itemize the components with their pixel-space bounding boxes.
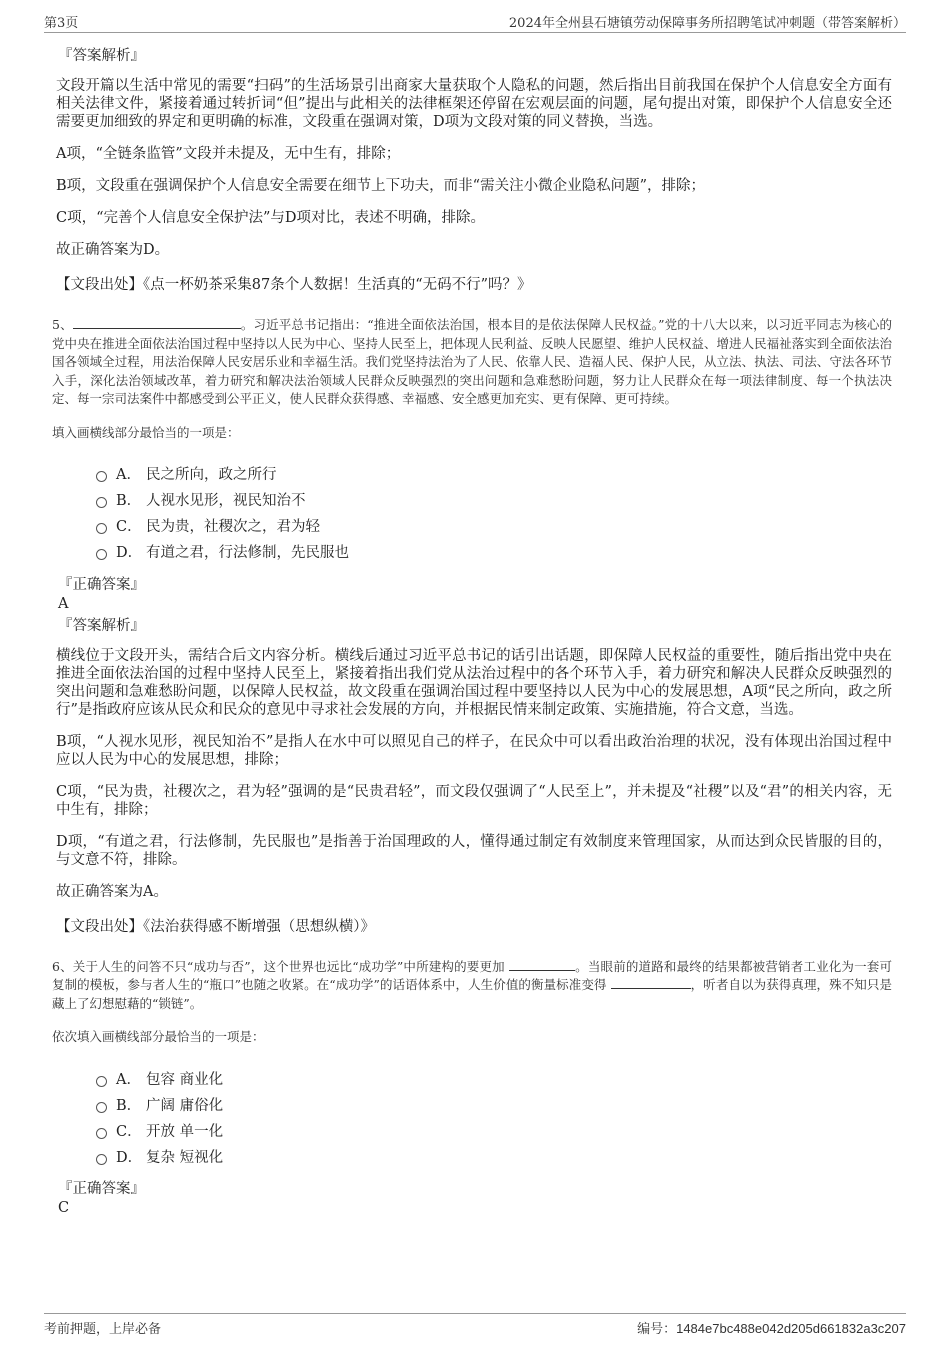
conclusion: 故正确答案为A。	[56, 883, 168, 900]
option-b[interactable]: B． 广阔 庸俗化	[96, 1091, 892, 1117]
question-5	[52, 316, 892, 409]
source-citation: 【文段出处】《点一杯奶茶采集87条个人数据！生活真的“无码不行”吗？》	[56, 277, 532, 293]
option-c-note: C项，“民为贵，社稷次之，君为轻”强调的是“民贵君轻”，而文段仅强调了“人民至上”，并未提及“社稷”以及“君”的相关内容，无中生有，排除；	[56, 783, 892, 818]
correct-answer-label: 『正确答案』	[58, 1181, 145, 1197]
radio-icon[interactable]	[96, 523, 107, 534]
option-a-note: A项，“全链条监管”文段并未提及，无中生有，排除；	[56, 146, 401, 162]
option-a[interactable]: A． 民之所向，政之所行	[96, 461, 892, 487]
correct-answer-label: 『正确答案』	[58, 576, 145, 593]
option-b-note: B项，“人视水见形，视民知治不”是指人在水中可以照见自己的样子，在民众中可以看出政治治理的状况，没有体现出治国过程中应以人民为中心的发展思想，排除；	[56, 733, 892, 768]
answer-blank	[73, 316, 241, 329]
page-header	[44, 10, 906, 33]
analysis-text: 文段开篇以生活中常见的需要“扫码”的生活场景引出商家大量获取个人隐私的问题，然后指出目前我国在保护个人信息安全方面有相关法律文件，紧接着通过转折词“但”提出与此相关的法律框架还停留在宏观层面的问题，尾句提出对策，即保护个人信息安全还需要更加细致的界定和更明确的标准，文段重在强调对策，D项为文段对策的同义替换，当选。	[56, 78, 892, 130]
question-6: 6、关于人生的问答不只“成功与否”，这个世界也远比“成功学”中所建构的要更加 。当眼前的道路和最终的结果都被营销者工业化为一套可复制的模板，参与者人生的“瓶口”也随之收紧。在“成功学”的话语体系中，人生价值的衡量标准变得 ，听者自以为获得真理，殊不知只是藏上了幻想慰藉的“锁链”。	[52, 958, 892, 1011]
analysis-label: 『答案解析』	[58, 48, 145, 64]
answer-blank	[509, 958, 575, 971]
document-content	[52, 44, 892, 1218]
option-list	[96, 1065, 892, 1169]
correct-answer: C	[58, 1200, 70, 1216]
option-a[interactable]: A． 包容 商业化	[96, 1065, 892, 1091]
option-c-note: C项，“完善个人信息安全保护法”与D项对比，表述不明确，排除。	[56, 210, 486, 226]
option-d[interactable]: D． 复杂 短视化	[96, 1143, 892, 1169]
page-footer	[44, 1313, 906, 1336]
option-c[interactable]: C． 开放 单一化	[96, 1117, 892, 1143]
radio-icon[interactable]	[96, 1154, 107, 1165]
radio-icon[interactable]	[96, 471, 107, 482]
analysis-text: 横线位于文段开头，需结合后文内容分析。横线后通过习近平总书记的话引出话题，即保障人民权益的重要性，随后指出党中央在推进全面依法治国的过程中坚持人民至上，紧接着指出我们党从法治过程中的各个环节入手，着力研究和解决人民群众反映强烈的突出问题和急难愁盼问题，以保障人民权益，故文段重在强调治国过程中要坚持以人民为中心的发展思想，A项“民之所向，政之所行”是指政府应该从民众和民众的意见中寻求社会发展的方向，并根据民情来制定政策、实施措施，符合文意，当选。	[56, 647, 892, 718]
source-citation: 【文段出处】《法治获得感不断增强（思想纵横）》	[56, 918, 375, 935]
question-prompt: 填入画横线部分最恰当的一项是：	[52, 424, 240, 440]
option-b[interactable]: B． 人视水见形，视民知治不	[96, 487, 892, 513]
footer-slogan: 考前押题，上岸必备	[44, 1322, 162, 1337]
radio-icon[interactable]	[96, 1128, 107, 1139]
page-number: 第3页	[44, 16, 79, 31]
option-b-note: B项，文段重在强调保护个人信息安全需要在细节上下功夫，而非“需关注小微企业隐私问题”，排除；	[56, 178, 705, 194]
radio-icon[interactable]	[96, 497, 107, 508]
radio-icon[interactable]	[96, 549, 107, 560]
document-id: 编号：1484e7bc488e042d205d661832a3c207	[637, 1321, 906, 1336]
document-title: 2024年全州县石塘镇劳动保障事务所招聘笔试冲刺题（带答案解析）	[508, 16, 906, 31]
analysis-label: 『答案解析』	[58, 617, 145, 634]
question-text: 。习近平总书记指出：“推进全面依法治国，根本目的是依法保障人民权益。”党的十八大以来，以习近平同志为核心的党中央在推进全面依法治国过程中坚持以人民为中心、坚持人民至上，把体现人民利益、反映人民愿望、维护人民权益、增进人民福祉落实到全面依法治国各领域全过程，用法治保障人民安居乐业和幸福生活。我们党坚持法治为了人民、依靠人民、造福人民、保护人民，从立法、执法、司法、守法各环节入手，深化法治领域改革，着力研究和解决法治领域人民群众反映强烈的突出问题和急难愁盼问题，努力让人民群众在每一项法律制度、每一个执法决定、每一宗司法案件中都感受到公平正义，使人民群众获得感、幸福感、安全感更加充实、更有保障、更可持续。	[52, 317, 892, 406]
question-number: 5、	[52, 317, 73, 332]
option-d-note: D项，“有道之君，行法修制，先民服也”是指善于治国理政的人，懂得通过制定有效制度来管理国家，从而达到众民皆服的目的，与文意不符，排除。	[56, 833, 892, 868]
question-prompt: 依次填入画横线部分最恰当的一项是：	[52, 1029, 265, 1044]
conclusion: 故正确答案为D。	[56, 242, 170, 258]
radio-icon[interactable]	[96, 1076, 107, 1087]
answer-blank	[611, 976, 691, 989]
correct-answer: A	[58, 595, 69, 612]
radio-icon[interactable]	[96, 1102, 107, 1113]
option-d[interactable]: D． 有道之君，行法修制，先民服也	[96, 539, 892, 565]
option-list	[96, 461, 892, 565]
option-c[interactable]: C． 民为贵，社稷次之，君为轻	[96, 513, 892, 539]
